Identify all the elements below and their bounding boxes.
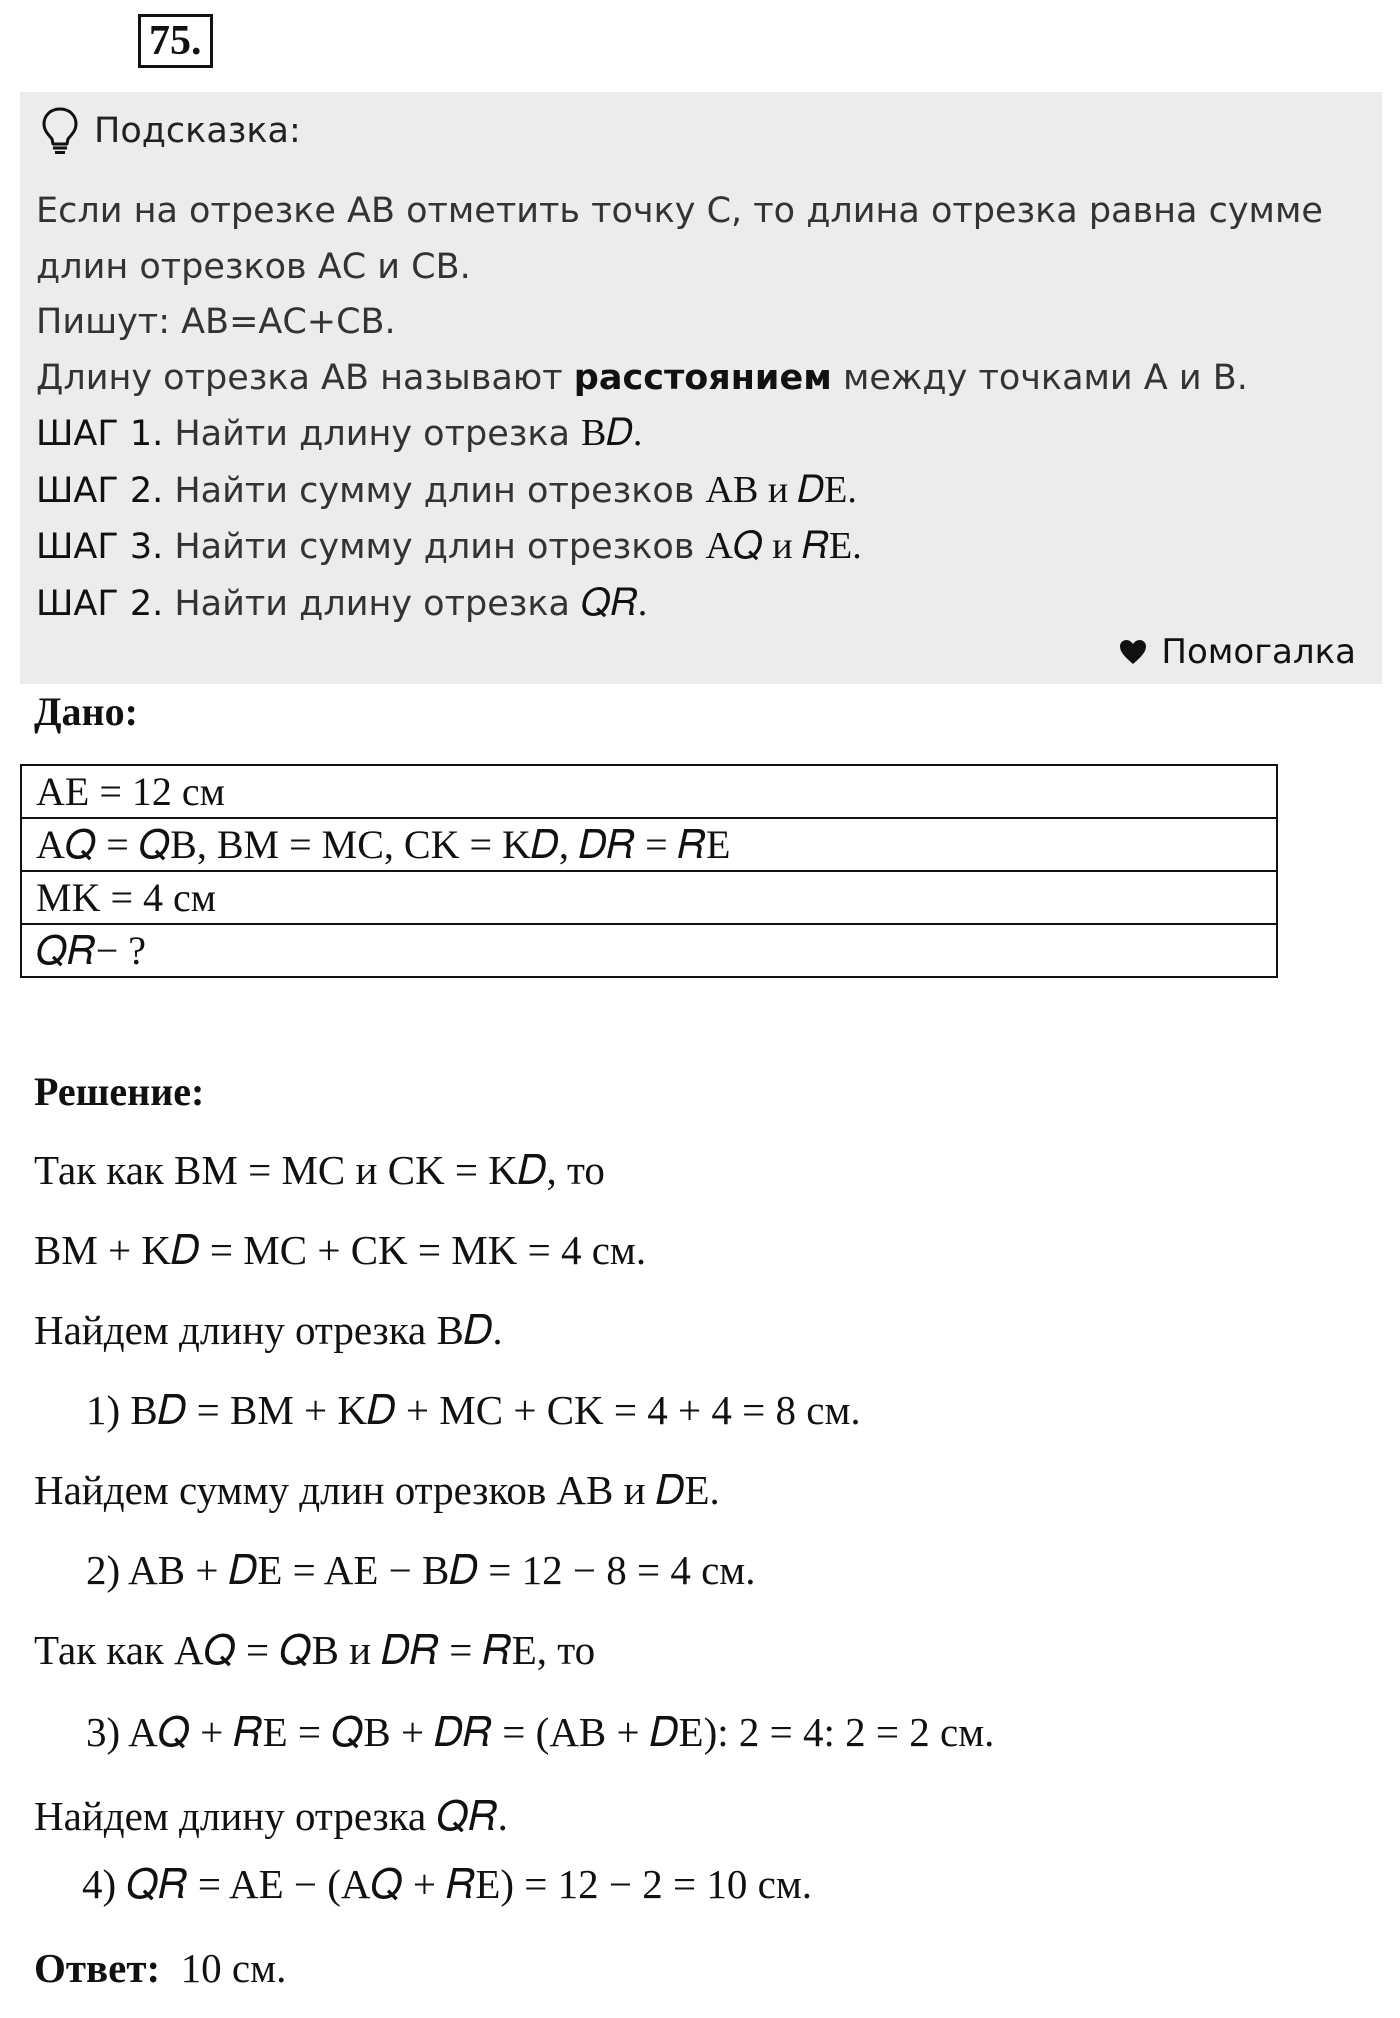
given-cell: A𝑄 = 𝑄B, BM = MC, CK = K𝐷, 𝐷𝑅 = 𝑅E (21, 818, 1277, 871)
step-text: Найти длину отрезка (163, 583, 582, 624)
hint-line: Если на отрезке АВ отметить точку С, то длина отрезка равна сумме (36, 191, 1323, 231)
hint-line: длин отрезков АС и СВ. (36, 246, 471, 287)
step-text: Найти сумму длин отрезков (163, 527, 706, 567)
distance-term: расстоянием (573, 357, 832, 398)
step-math: AB и 𝐷E. (705, 468, 857, 511)
answer (34, 1944, 286, 1992)
solution-line: Найдем длину отрезка B𝐷. (34, 1307, 503, 1353)
table-row (21, 924, 1277, 977)
solution-line: Найдем сумму длин отрезков AB и 𝐷E. (34, 1467, 720, 1513)
distance-text-after: между точками А и В. (831, 357, 1248, 398)
credit (1119, 632, 1356, 672)
step-label: ШАГ 3. (36, 527, 164, 567)
hint-line: Пишут: АВ=АС+СВ. (36, 302, 396, 342)
hint-header (40, 106, 301, 156)
heart-icon (1119, 639, 1147, 665)
given-cell: 𝑄𝑅− ? (21, 924, 1277, 977)
credit-text: Помогалка (1161, 632, 1356, 672)
hint-box (20, 92, 1382, 684)
lightbulb-icon (40, 106, 80, 156)
given-cell: AE = 12 см (21, 765, 1277, 818)
hint-step (36, 519, 1366, 576)
solution-line: BM + K𝐷 = MC + CK = MK = 4 см. (34, 1227, 647, 1273)
table-row (21, 871, 1277, 924)
table-row (21, 818, 1277, 871)
given-table (20, 764, 1278, 978)
given-cell: MK = 4 см (21, 871, 1277, 924)
hint-body (36, 184, 1366, 632)
solution-line: 2) AB + 𝐷E = AE − B𝐷 = 12 − 8 = 4 см. (86, 1547, 756, 1593)
step-label: ШАГ 2. (36, 470, 164, 511)
given-label: Дано: (34, 689, 138, 734)
hint-step (36, 463, 1366, 520)
task-number: 75. (138, 14, 213, 68)
step-label: ШАГ 2. (36, 583, 164, 624)
answer-value: 10 см. (180, 1945, 287, 1991)
distance-text-before: Длину отрезка АВ называют (36, 357, 574, 398)
step-math: 𝑄𝑅. (581, 581, 648, 624)
answer-label: Ответ: (34, 1945, 161, 1991)
hint-distance-line (36, 351, 1366, 407)
hint-title: Подсказка: (94, 111, 301, 151)
solution-label: Решение: (34, 1069, 205, 1114)
table-row (21, 765, 1277, 818)
step-math: A𝑄 и 𝑅E. (705, 525, 862, 567)
solution-line: Так как BM = MC и CK = K𝐷, то (34, 1147, 605, 1193)
solution-line: 4) 𝑄𝑅 = AE − (A𝑄 + 𝑅E) = 12 − 2 = 10 см. (82, 1861, 813, 1907)
step-label: ШАГ 1. (36, 414, 164, 454)
step-text: Найти сумму длин отрезков (163, 470, 706, 511)
solution-line: Найдем длину отрезка 𝑄𝑅. (34, 1793, 508, 1839)
step-text: Найти длину отрезка (163, 414, 582, 454)
solution-line: 3) A𝑄 + 𝑅E = 𝑄B + 𝐷𝑅 = (AB + 𝐷E): 2 = 4: 2 = 2 см. (86, 1709, 995, 1755)
step-math: B𝐷. (581, 412, 643, 454)
solution-line: Так как A𝑄 = 𝑄B и 𝐷𝑅 = 𝑅E, то (34, 1627, 596, 1673)
hint-step (36, 406, 1366, 463)
hint-step (36, 576, 1366, 633)
solution-line: 1) B𝐷 = BM + K𝐷 + MC + CK = 4 + 4 = 8 см. (86, 1387, 861, 1433)
